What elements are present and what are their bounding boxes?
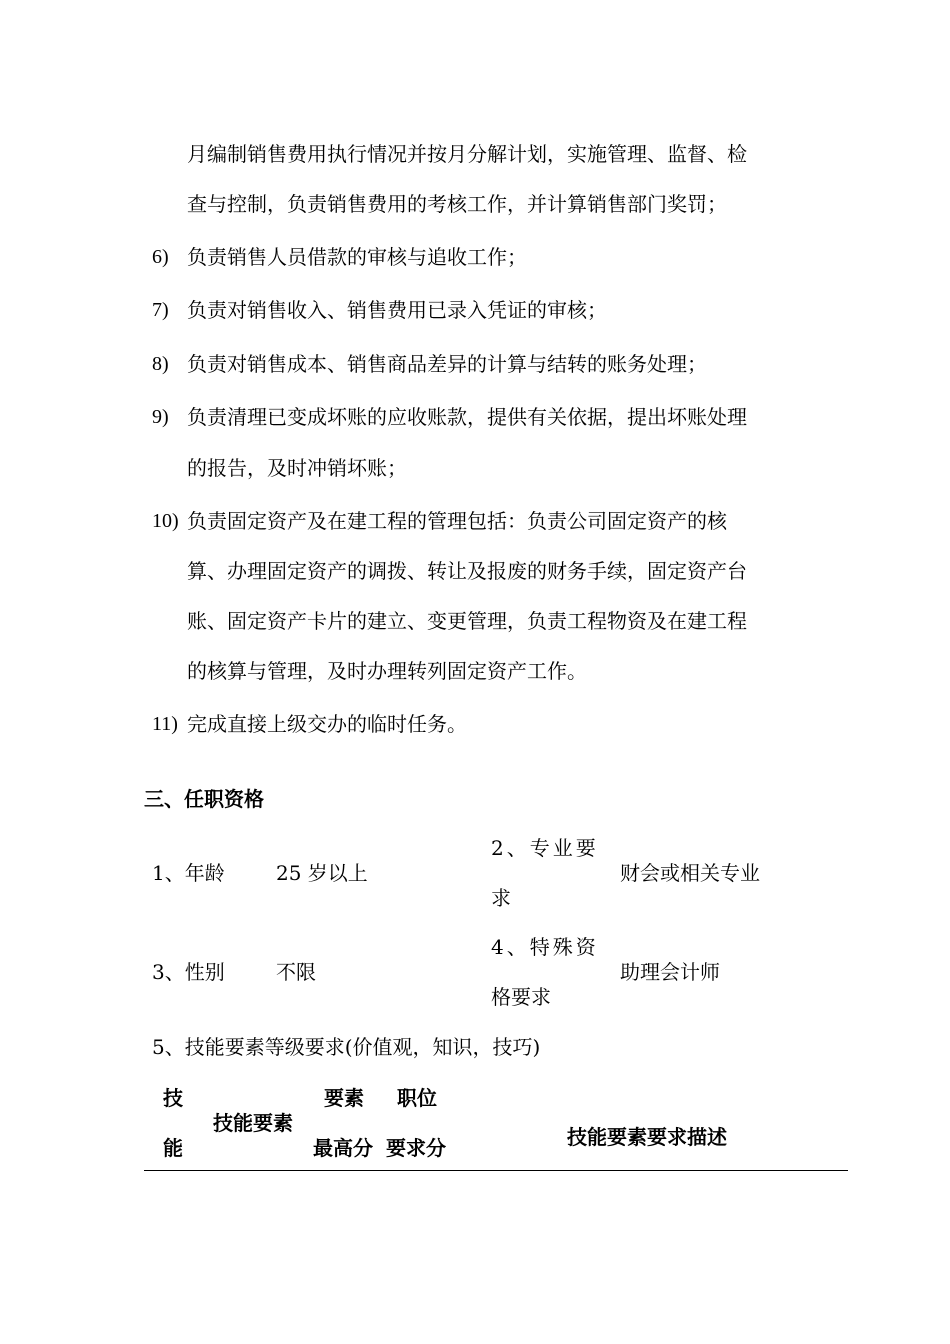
qual-gender-value: 不限 [276, 960, 316, 984]
table-header-max-score-a: 要素 [324, 1086, 364, 1110]
duty-text: 负责对销售收入、销售费用已录入凭证的审核； [187, 298, 607, 322]
duty-text: 账、固定资产卡片的建立、变更管理，负责工程物资及在建工程 [187, 609, 747, 633]
qual-special-label: 4、特殊资 [491, 935, 599, 959]
duty-number: 9) [152, 406, 169, 428]
qual-gender-label: 3、性别 [152, 960, 225, 984]
table-header-required-score-a: 职位 [397, 1086, 437, 1110]
skills-title: 5、技能要素等级要求(价值观，知识，技巧) [152, 1035, 541, 1059]
section-heading: 三、任职资格 [144, 787, 264, 811]
qual-major-label-cont: 求 [491, 886, 511, 910]
duty-5-continuation-line-1: 月编制销售费用执行情况并按月分解计划，实施管理、监督、检 [187, 142, 747, 166]
qual-special-value: 助理会计师 [620, 960, 720, 984]
table-header-skill-b: 能 [163, 1136, 183, 1160]
qual-major-value: 财会或相关专业 [620, 861, 760, 885]
duty-text: 算、办理固定资产的调拨、转让及报废的财务手续，固定资产台 [187, 559, 747, 583]
duty-number: 7) [152, 299, 169, 321]
duty-text: 负责销售人员借款的审核与追收工作； [187, 245, 527, 269]
table-header-max-score-b: 最高分 [313, 1136, 373, 1160]
duty-number: 11) [152, 713, 178, 735]
table-header-required-score-b: 要求分 [386, 1136, 446, 1160]
duty-text: 的报告，及时冲销坏账； [187, 456, 407, 480]
table-header-skill-element: 技能要素 [213, 1111, 293, 1135]
table-header-skill-a: 技 [163, 1086, 183, 1110]
qual-age-label: 1、年龄 [152, 861, 225, 885]
qual-major-label: 2、专业要 [491, 836, 599, 860]
duty-text: 的核算与管理，及时办理转列固定资产工作。 [187, 659, 587, 683]
duty-text: 负责清理已变成坏账的应收账款，提供有关依据，提出坏账处理 [187, 405, 747, 429]
qual-special-label-cont: 格要求 [491, 985, 551, 1009]
duty-text: 完成直接上级交办的临时任务。 [187, 712, 467, 736]
qual-age-value: 25 岁以上 [276, 861, 368, 885]
duty-number: 6) [152, 246, 169, 268]
table-header-rule [144, 1170, 848, 1171]
duty-text: 负责对销售成本、销售商品差异的计算与结转的账务处理； [187, 352, 707, 376]
table-header-description: 技能要素要求描述 [567, 1125, 727, 1149]
duty-number: 10) [152, 510, 179, 532]
duty-number: 8) [152, 353, 169, 375]
duty-text: 负责固定资产及在建工程的管理包括：负责公司固定资产的核 [187, 509, 727, 533]
duty-5-continuation-line-2: 查与控制，负责销售费用的考核工作，并计算销售部门奖罚； [187, 192, 727, 216]
